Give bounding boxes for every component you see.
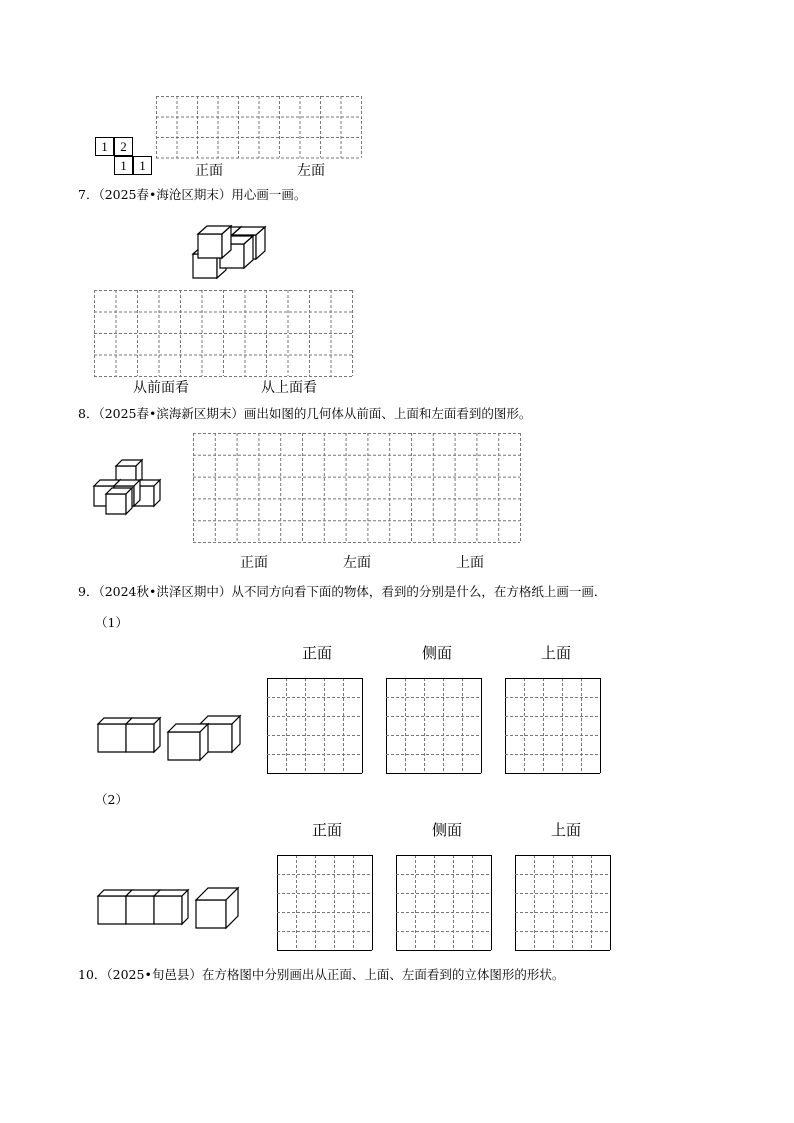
cube <box>154 890 188 924</box>
number-cell: 1 <box>95 137 114 156</box>
problem9-part1-front-grid[interactable] <box>267 678 363 774</box>
problem-text: 画出如图的几何体从前面、上面和左面看到的图形。 <box>243 406 532 421</box>
problem8-left-label: 左面 <box>343 555 371 571</box>
problem9-part1-label: （1） <box>95 615 128 630</box>
problem9-part1-front-label: 正面 <box>302 644 333 662</box>
cube <box>106 488 132 514</box>
cube <box>196 888 238 928</box>
problem8-heading <box>78 404 531 422</box>
problem6-front-label: 正面 <box>195 163 223 179</box>
problem6-drawing-grid[interactable] <box>156 96 362 158</box>
problem9-part2-front-label: 正面 <box>312 821 343 839</box>
problem10-heading <box>78 965 564 983</box>
problem9-part2-label: （2） <box>95 792 128 807</box>
problem-source: （2024秋•洪泽区期中） <box>98 584 232 599</box>
problem-number: 9． <box>78 584 99 599</box>
problem-source: （2025春•滨海新区期末） <box>98 406 244 421</box>
problem9-part2-object <box>96 884 246 930</box>
problem7-front-label: 从前面看 <box>133 380 189 396</box>
problem7-heading <box>78 185 306 203</box>
problem7-drawing-grid[interactable] <box>94 290 353 376</box>
problem7-top-label: 从上面看 <box>261 380 317 396</box>
cube <box>198 226 231 258</box>
problem8-drawing-grid[interactable] <box>193 433 521 543</box>
problem-text: 在方格图中分别画出从正面、上面、左面看到的立体图形的形状。 <box>201 967 565 982</box>
cube <box>168 724 208 760</box>
problem-source: （2025春•海沧区期末） <box>98 187 232 202</box>
problem9-part1-top-grid[interactable] <box>505 678 601 774</box>
problem-text: 用心画一画。 <box>231 187 307 202</box>
problem9-part2-front-grid[interactable] <box>277 855 373 951</box>
number-cell: 1 <box>114 156 133 175</box>
problem-number: 7． <box>78 187 99 202</box>
problem9-part2-top-grid[interactable] <box>515 855 611 951</box>
number-cell: 1 <box>133 156 152 175</box>
cube <box>126 718 160 752</box>
number-cell: 2 <box>114 137 133 156</box>
problem-number: 8． <box>78 406 99 421</box>
problem-number: 10． <box>78 967 107 982</box>
problem7-cube-figure <box>190 210 265 280</box>
problem9-part1-object <box>96 712 246 760</box>
problem8-cube-figure <box>92 456 167 516</box>
problem9-heading <box>78 582 606 600</box>
problem8-front-label: 正面 <box>240 555 268 571</box>
problem9-part1-side-grid[interactable] <box>386 678 482 774</box>
problem9-part2-side-grid[interactable] <box>396 855 492 951</box>
problem9-part2-top-label: 上面 <box>551 821 582 839</box>
problem8-top-label: 上面 <box>456 555 484 571</box>
problem9-part1-side-label: 侧面 <box>422 644 453 662</box>
problem-text: 从不同方向看下面的物体，看到的分别是什么，在方格纸上画一画． <box>231 584 607 599</box>
problem9-part2-side-label: 侧面 <box>432 821 463 839</box>
problem6-left-label: 左面 <box>297 163 325 179</box>
problem9-part1-top-label: 上面 <box>541 644 572 662</box>
problem-source: （2025•旬邑县） <box>106 967 202 982</box>
